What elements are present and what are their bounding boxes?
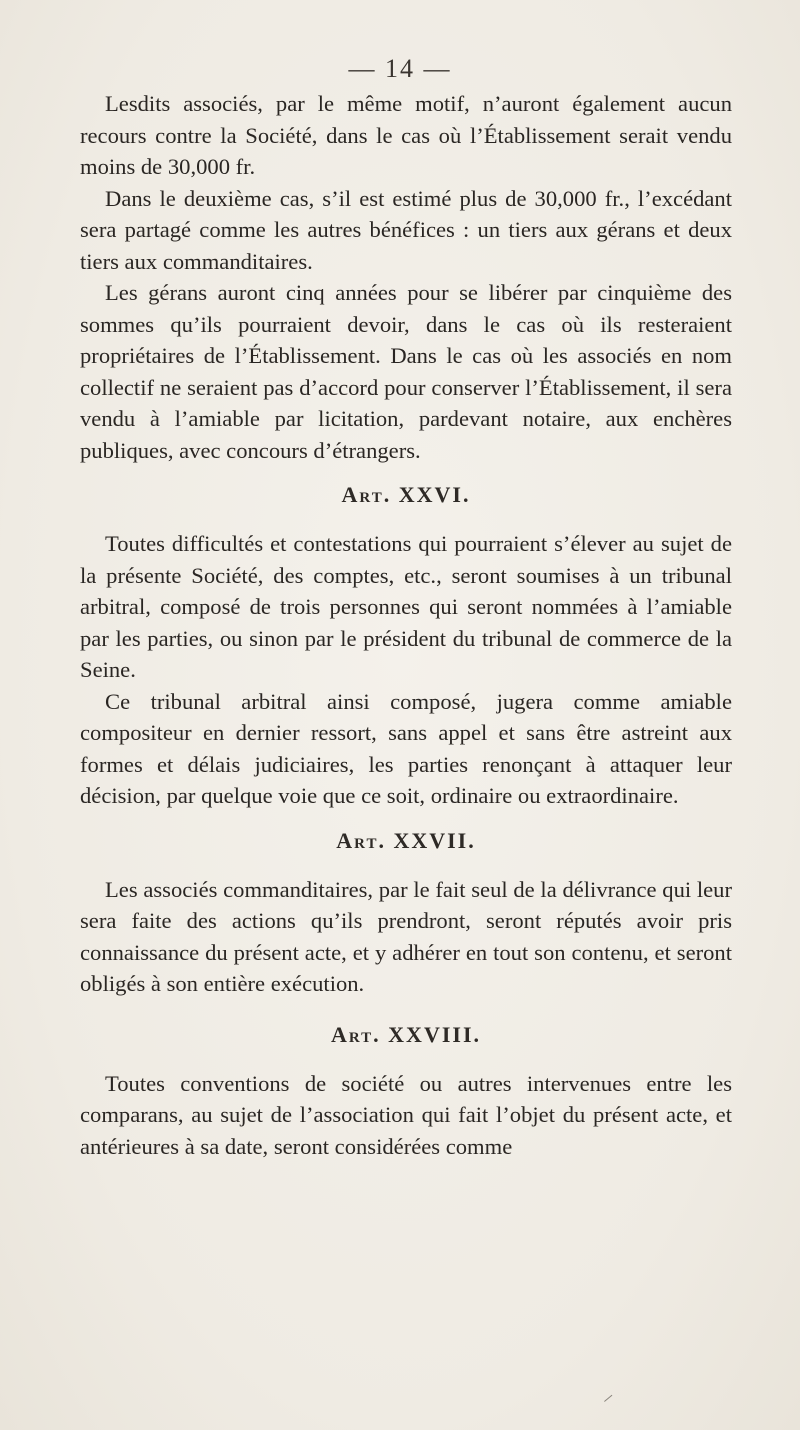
paragraph-surplus-sharing: Dans le deuxième cas, s’il est estimé plus de 30,000 fr., l’excédant sera partagé comme les autres bénéfices : un tiers aux gérans et deux tiers aux commanditaires. [80,185,732,274]
page-number: — 14 — [348,54,452,83]
ink-mark [598,1387,613,1402]
paragraph-sale-below-price: Lesdits associés, par le même motif, n’auront également aucun recours contre la Société, dans le cas où l’Établissement serait vendu moins de 30,000 fr. [80,91,732,179]
paragraph-repayment-terms: Les gérans auront cinq années pour se libérer par cinquième des sommes qu’ils pourraient devoir, dans le cas où ils resteraient propriétaires de l’Établissement. Dans le cas où les associés en nom collectif ne seraient pas d’accord pour conserver l’Établissement, il sera vendu à l’amiable par licitation, pardevant notaire, aux enchères publiques, avec concours d’étrangers. [80,280,732,463]
article-heading-28: Art. XXVIII. [330,1021,482,1047]
paragraph-limited-partners-consent: Les associés commanditaires, par le fait seul de la délivrance qui leur sera faite des actions qu’ils prendront, seront réputés avoir pris connaissance du présent acte, et y adhérer en tout son contenu, et seront obligés à son entière exécution. [80,876,732,996]
paragraph-prior-conventions: Toutes conventions de société ou autres intervenues entre les comparans, au sujet de l’association qui fait l’objet du présent acte, et antérieures à sa date, seront considérées comme [80,1070,732,1159]
paragraph-tribunal-judgment: Ce tribunal arbitral ainsi composé, jugera comme amiable compositeur en dernier ressort, sans appel et sans être astreint aux formes et délais judiciaires, les parties renonçant à attaquer leur décision, par quelque voie que ce soit, ordinaire ou extraordinaire. [80,688,732,808]
article-heading-26: Art. XXVI. [341,482,471,507]
paragraph-arbitral-tribunal: Toutes difficultés et contestations qui pourraient s’élever au sujet de la présente Société, des comptes, etc., seront soumises à un tribunal arbitral, composé de trois personnes qui seront nommées à l’amiable par les parties, ou sinon par le président du tribunal de commerce de la Seine. [80,531,732,682]
article-heading-27: Art. XXVII. [336,827,476,853]
body-text [80,88,732,1162]
